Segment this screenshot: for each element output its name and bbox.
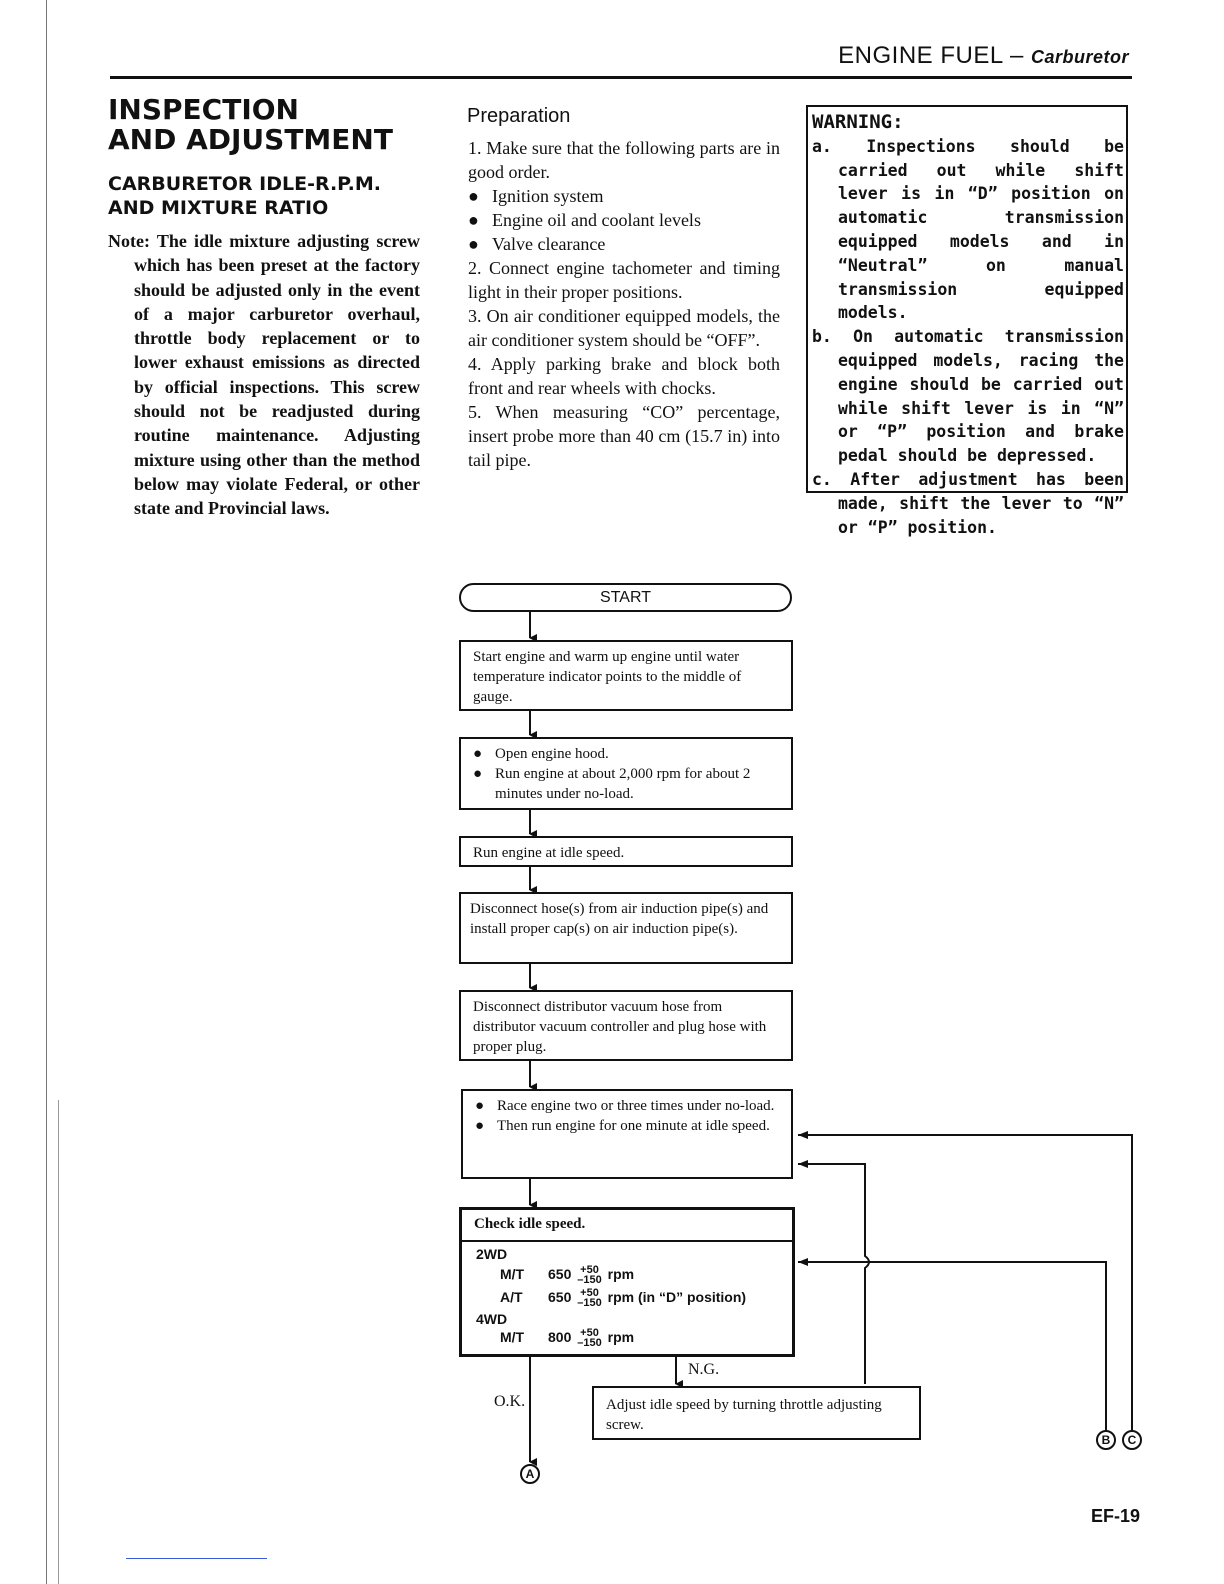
- warning-item: c. After adjustment has been made, shift the lever to “N” or “P” position.: [812, 469, 1124, 537]
- flow-step: Disconnect distributor vacuum hose from distributor vacuum controller and plug hose with proper plug.: [459, 990, 793, 1061]
- check-title: Check idle speed.: [474, 1216, 586, 1232]
- connector-b: B: [1096, 1430, 1116, 1450]
- prep-step: 3. On air conditioner equipped models, the air conditioner system should be “OFF”.: [468, 306, 780, 350]
- page-number: EF-19: [1090, 1506, 1140, 1526]
- ok-label: O.K.: [494, 1393, 526, 1410]
- subtitle-line: AND MIXTURE RATIO: [108, 197, 329, 219]
- flow-step: [461, 1089, 793, 1179]
- ng-label: N.G.: [688, 1361, 720, 1378]
- drive-2wd: 2WD: [476, 1246, 508, 1262]
- prep-bullet: ● Valve clearance: [468, 234, 606, 254]
- note-label: Note:: [108, 231, 150, 251]
- subtitle-line: CARBURETOR IDLE-R.P.M.: [108, 173, 381, 195]
- title-line: INSPECTION: [108, 93, 299, 126]
- flow-step: [459, 737, 793, 810]
- bullet-icon: ●: [475, 1118, 485, 1134]
- drive-4wd: 4WD: [476, 1311, 508, 1327]
- warning-item: b. On automatic transmission equipped models, racing the engine should be carried out while shift lever is in “N” or “P” position and brake pedal should be depressed.: [812, 327, 1124, 466]
- divider: [462, 1240, 792, 1242]
- spec-row: M/T 800 +50 –150 rpm: [500, 1327, 635, 1350]
- bullet-icon: ●: [473, 766, 483, 782]
- flow-bullet: ● Race engine two or three times under no-load.: [475, 1098, 775, 1114]
- connector-c: C: [1122, 1430, 1142, 1450]
- adjust-step: Adjust idle speed by turning throttle adjusting screw.: [592, 1386, 921, 1440]
- loop-line-to-race: [798, 1164, 869, 1272]
- bullet-icon: ●: [473, 746, 483, 762]
- prep-step: 1. Make sure that the following parts are in good order.: [468, 138, 780, 182]
- flow-step: Start engine and warm up engine until water temperature indicator points to the middle of gauge.: [459, 640, 793, 711]
- bullet-icon: ●: [468, 210, 479, 230]
- spec-row: M/T 650 +50 –150 rpm: [500, 1264, 635, 1287]
- connector-a: A: [520, 1464, 540, 1484]
- bullet-icon: ●: [475, 1098, 485, 1114]
- prep-step: 4. Apply parking brake and block both front and rear wheels with chocks.: [468, 354, 780, 398]
- preparation-title: Preparation: [467, 105, 571, 127]
- header-subsection: Carburetor: [1030, 47, 1129, 67]
- flow-bullet: ● Run engine at about 2,000 rpm for about 2 minutes under no-load.: [473, 766, 751, 802]
- flow-start: START: [459, 583, 792, 612]
- warning-title: WARNING:: [812, 111, 904, 133]
- flow-bullet: ● Open engine hood.: [473, 746, 609, 762]
- prep-step: 5. When measuring “CO” percentage, insert probe more than 40 cm (15.7 in) into tail pipe.: [468, 402, 780, 470]
- header-dash: –: [1002, 42, 1031, 69]
- warning-item: a. Inspections should be carried out while shift lever is in “D” position on automatic transmission equipped models and in “Neutral” on manual transmission equipped models.: [812, 136, 1124, 323]
- header-section: ENGINE FUEL: [838, 42, 1003, 69]
- check-idle-box: [459, 1207, 795, 1357]
- note-text: The idle mixture adjusting screw which has been preset at the factory should be adjusted only in the event of a major carburetor overhaul, throttle body replacement or to lower exhaust emissions as directed by official inspections. This screw should not be readjusted during routine maintenance. Adjusting mixture using other than the method below may violate Federal, or other state and Provincial laws.: [134, 231, 420, 519]
- prep-bullet: ● Ignition system: [468, 186, 604, 206]
- bullet-icon: ●: [468, 234, 479, 254]
- footer-line: [126, 1558, 267, 1559]
- prep-step: 2. Connect engine tachometer and timing light in their proper positions.: [468, 258, 780, 302]
- prep-bullet: ● Engine oil and coolant levels: [468, 210, 701, 230]
- title-line: AND ADJUSTMENT: [108, 123, 393, 156]
- flow-step: Run engine at idle speed.: [459, 836, 793, 867]
- bullet-icon: ●: [468, 186, 479, 206]
- spec-row: A/T 650 +50 –150 rpm (in “D” position): [500, 1287, 747, 1310]
- flow-bullet: ● Then run engine for one minute at idle speed.: [475, 1118, 770, 1134]
- flow-step: Disconnect hose(s) from air induction pipe(s) and install proper cap(s) on air induction pipe(s).: [459, 892, 793, 964]
